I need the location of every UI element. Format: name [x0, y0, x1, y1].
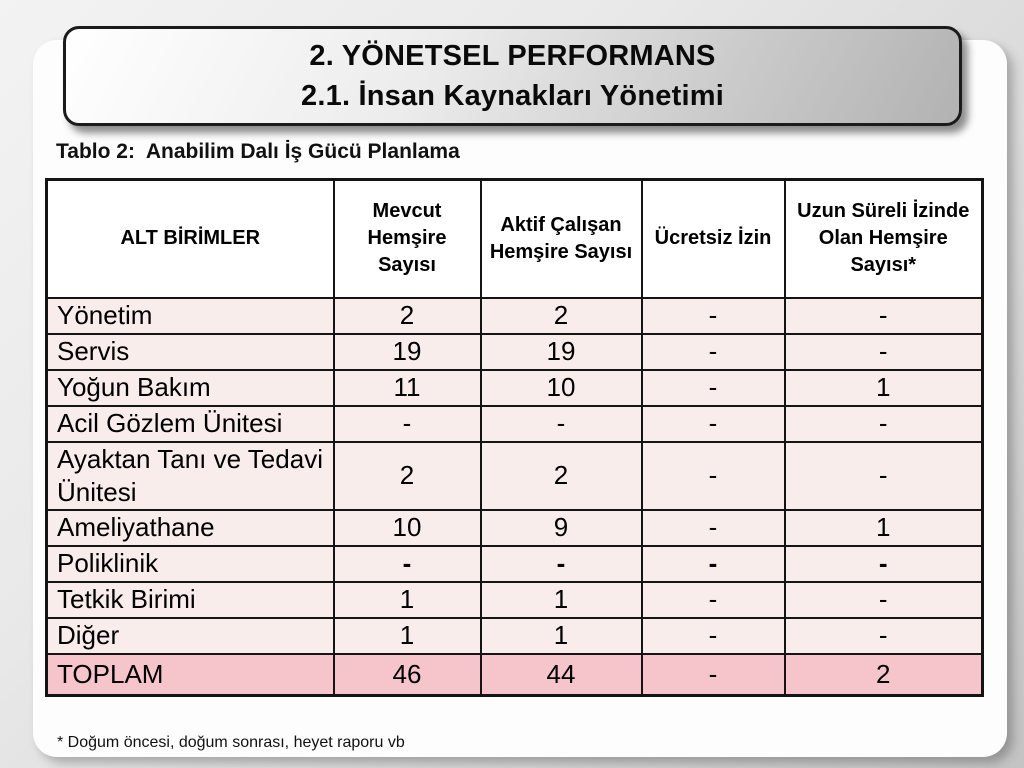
cell-value: -	[785, 298, 983, 334]
cell-value: -	[785, 442, 983, 511]
row-label: Servis	[47, 334, 334, 370]
cell-value: 19	[334, 334, 481, 370]
cell-value: -	[642, 442, 785, 511]
row-label: Yönetim	[47, 298, 334, 334]
header-uzun-sureli: Uzun Süreli İzinde Olan Hemşire Sayısı*	[785, 180, 983, 298]
table-row	[47, 582, 983, 618]
table-row	[47, 406, 983, 442]
cell-value: 1	[481, 618, 642, 654]
cell-value: -	[642, 546, 785, 582]
header-row	[47, 180, 983, 298]
table-row	[47, 510, 983, 546]
cell-value: -	[785, 406, 983, 442]
cell-value: -	[785, 582, 983, 618]
cell-value: -	[642, 510, 785, 546]
header-ucretsiz: Ücretsiz İzin	[642, 180, 785, 298]
row-label: Acil Gözlem Ünitesi	[47, 406, 334, 442]
cell-value: 44	[481, 654, 642, 695]
row-label: Tetkik Birimi	[47, 582, 334, 618]
row-label: Ayaktan Tanı ve Tedavi Ünitesi	[47, 442, 334, 511]
table-row	[47, 546, 983, 582]
table-row	[47, 618, 983, 654]
row-label: Diğer	[47, 618, 334, 654]
cell-value: -	[642, 334, 785, 370]
cell-value: 10	[481, 370, 642, 406]
cell-value: -	[642, 298, 785, 334]
cell-value: -	[642, 654, 785, 695]
cell-value: 11	[334, 370, 481, 406]
cell-value: -	[785, 546, 983, 582]
cell-value: -	[642, 618, 785, 654]
cell-value: -	[785, 334, 983, 370]
cell-value: -	[642, 582, 785, 618]
cell-value: -	[785, 618, 983, 654]
cell-value: -	[642, 406, 785, 442]
cell-value: 10	[334, 510, 481, 546]
table-row	[47, 298, 983, 334]
table-caption: Tablo 2: Anabilim Dalı İş Gücü Planlama	[56, 140, 460, 163]
workforce-table	[45, 178, 984, 697]
cell-value: -	[481, 406, 642, 442]
cell-value: 1	[334, 582, 481, 618]
table-row	[47, 334, 983, 370]
cell-value: 2	[481, 298, 642, 334]
slide-title-line2: 2.1. İnsan Kaynakları Yönetimi	[301, 80, 724, 112]
cell-value: -	[481, 546, 642, 582]
total-row	[47, 654, 983, 695]
cell-value: 2	[334, 442, 481, 511]
cell-value: 2	[785, 654, 983, 695]
table-row	[47, 370, 983, 406]
table-footnote: * Doğum öncesi, doğum sonrası, heyet raporu vb	[57, 734, 405, 751]
cell-value: 1	[785, 510, 983, 546]
row-label: Yoğun Bakım	[47, 370, 334, 406]
cell-value: 2	[334, 298, 481, 334]
cell-value: 2	[481, 442, 642, 511]
cell-value: 1	[481, 582, 642, 618]
row-label: Poliklinik	[47, 546, 334, 582]
slide-title-line1: 2. YÖNETSEL PERFORMANS	[309, 40, 716, 72]
row-label: Ameliyathane	[47, 510, 334, 546]
header-aktif: Aktif Çalışan Hemşire Sayısı	[481, 180, 642, 298]
header-alt-birimler: ALT BİRİMLER	[47, 180, 334, 298]
cell-value: -	[334, 406, 481, 442]
table-row	[47, 442, 983, 511]
slide-title-box	[63, 26, 962, 126]
cell-value: 1	[334, 618, 481, 654]
cell-value: 46	[334, 654, 481, 695]
header-mevcut: Mevcut Hemşire Sayısı	[334, 180, 481, 298]
cell-value: 9	[481, 510, 642, 546]
cell-value: -	[642, 370, 785, 406]
cell-value: -	[334, 546, 481, 582]
cell-value: 19	[481, 334, 642, 370]
cell-value: 1	[785, 370, 983, 406]
row-label: TOPLAM	[47, 654, 334, 695]
